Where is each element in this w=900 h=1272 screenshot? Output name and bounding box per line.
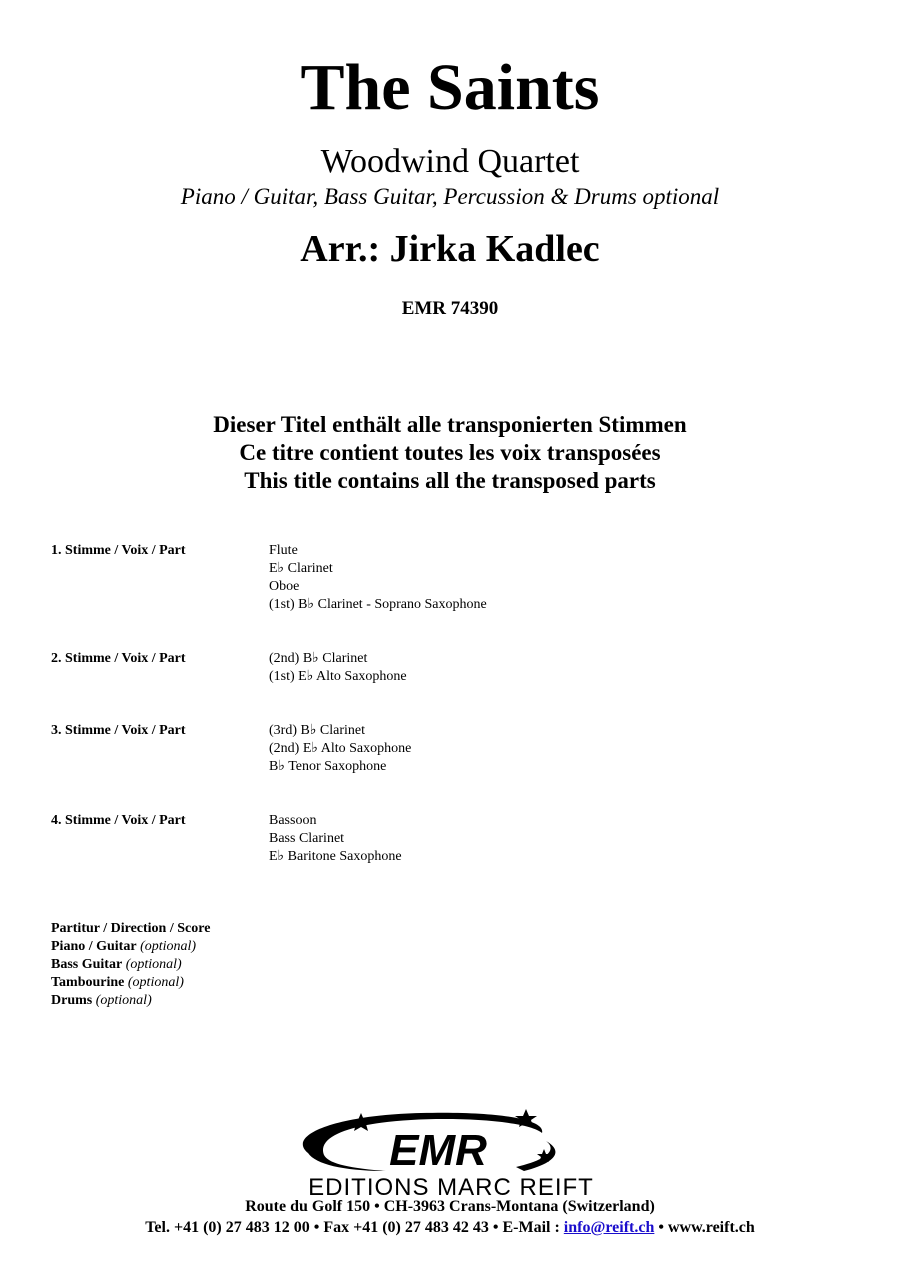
logo-text: EMR	[389, 1126, 487, 1175]
instrument: E♭ Baritone Saxophone	[269, 849, 402, 864]
instrument: (1st) B♭ Clarinet - Soprano Saxophone	[269, 597, 487, 612]
instrument: (2nd) E♭ Alto Saxophone	[269, 741, 412, 756]
instrument: (1st) E♭ Alto Saxophone	[269, 669, 407, 684]
part-2-instruments	[269, 650, 407, 686]
note-french: Ce titre contient toutes les voix transposées	[239, 440, 661, 465]
part-4-label: 4. Stimme / Voix / Part	[51, 813, 186, 828]
additional-parts	[51, 920, 210, 1010]
instrument: (2nd) B♭ Clarinet	[269, 651, 368, 666]
part-1-instruments	[269, 542, 487, 614]
piano-label: Piano / Guitar	[51, 939, 137, 954]
arranger: Arr.: Jirka Kadlec	[300, 228, 600, 270]
subtitle: Woodwind Quartet	[320, 143, 580, 180]
optional-instruments-line: Piano / Guitar, Bass Guitar, Percussion & Drums optional	[180, 184, 720, 209]
emr-logo	[246, 1105, 656, 1200]
instrument: B♭ Tenor Saxophone	[269, 759, 387, 774]
contact-suffix: • www.reift.ch	[654, 1219, 755, 1236]
publisher-contact	[0, 1218, 900, 1238]
part-1-label: 1. Stimme / Voix / Part	[51, 543, 186, 558]
tambourine-label: Tambourine	[51, 975, 125, 990]
optional-tag: (optional)	[140, 939, 197, 954]
instrument: (3rd) B♭ Clarinet	[269, 723, 366, 738]
note-german: Dieser Titel enthält alle transponierten Stimmen	[213, 412, 687, 437]
part-4-instruments	[269, 812, 402, 866]
contact-prefix: Tel. +41 (0) 27 483 12 00 • Fax +41 (0) 27 483 42 43 • E-Mail :	[145, 1219, 564, 1236]
optional-tag: (optional)	[127, 975, 184, 990]
catalog-number: EMR 74390	[401, 298, 499, 319]
part-3-instruments	[269, 722, 411, 776]
part-3-label: 3. Stimme / Voix / Part	[51, 723, 186, 738]
instrument: Flute	[269, 543, 298, 558]
note-english: This title contains all the transposed parts	[244, 468, 656, 493]
page-title: The Saints	[300, 51, 600, 124]
optional-tag: (optional)	[95, 993, 152, 1008]
instrument: E♭ Clarinet	[269, 561, 333, 576]
part-2-label: 2. Stimme / Voix / Part	[51, 651, 186, 666]
email-link[interactable]: info@reift.ch	[563, 1219, 655, 1236]
instrument: Bassoon	[269, 813, 317, 828]
publisher-address: Route du Golf 150 • CH-3963 Crans-Montana (Switzerland)	[245, 1198, 655, 1215]
bass-label: Bass Guitar	[51, 957, 123, 972]
instrument: Oboe	[269, 579, 300, 594]
publisher-name: EDITIONS MARC REIFT	[308, 1174, 594, 1200]
optional-tag: (optional)	[125, 957, 182, 972]
score-label: Partitur / Direction / Score	[51, 921, 211, 936]
instrument: Bass Clarinet	[269, 831, 345, 846]
drums-label: Drums	[51, 993, 93, 1008]
